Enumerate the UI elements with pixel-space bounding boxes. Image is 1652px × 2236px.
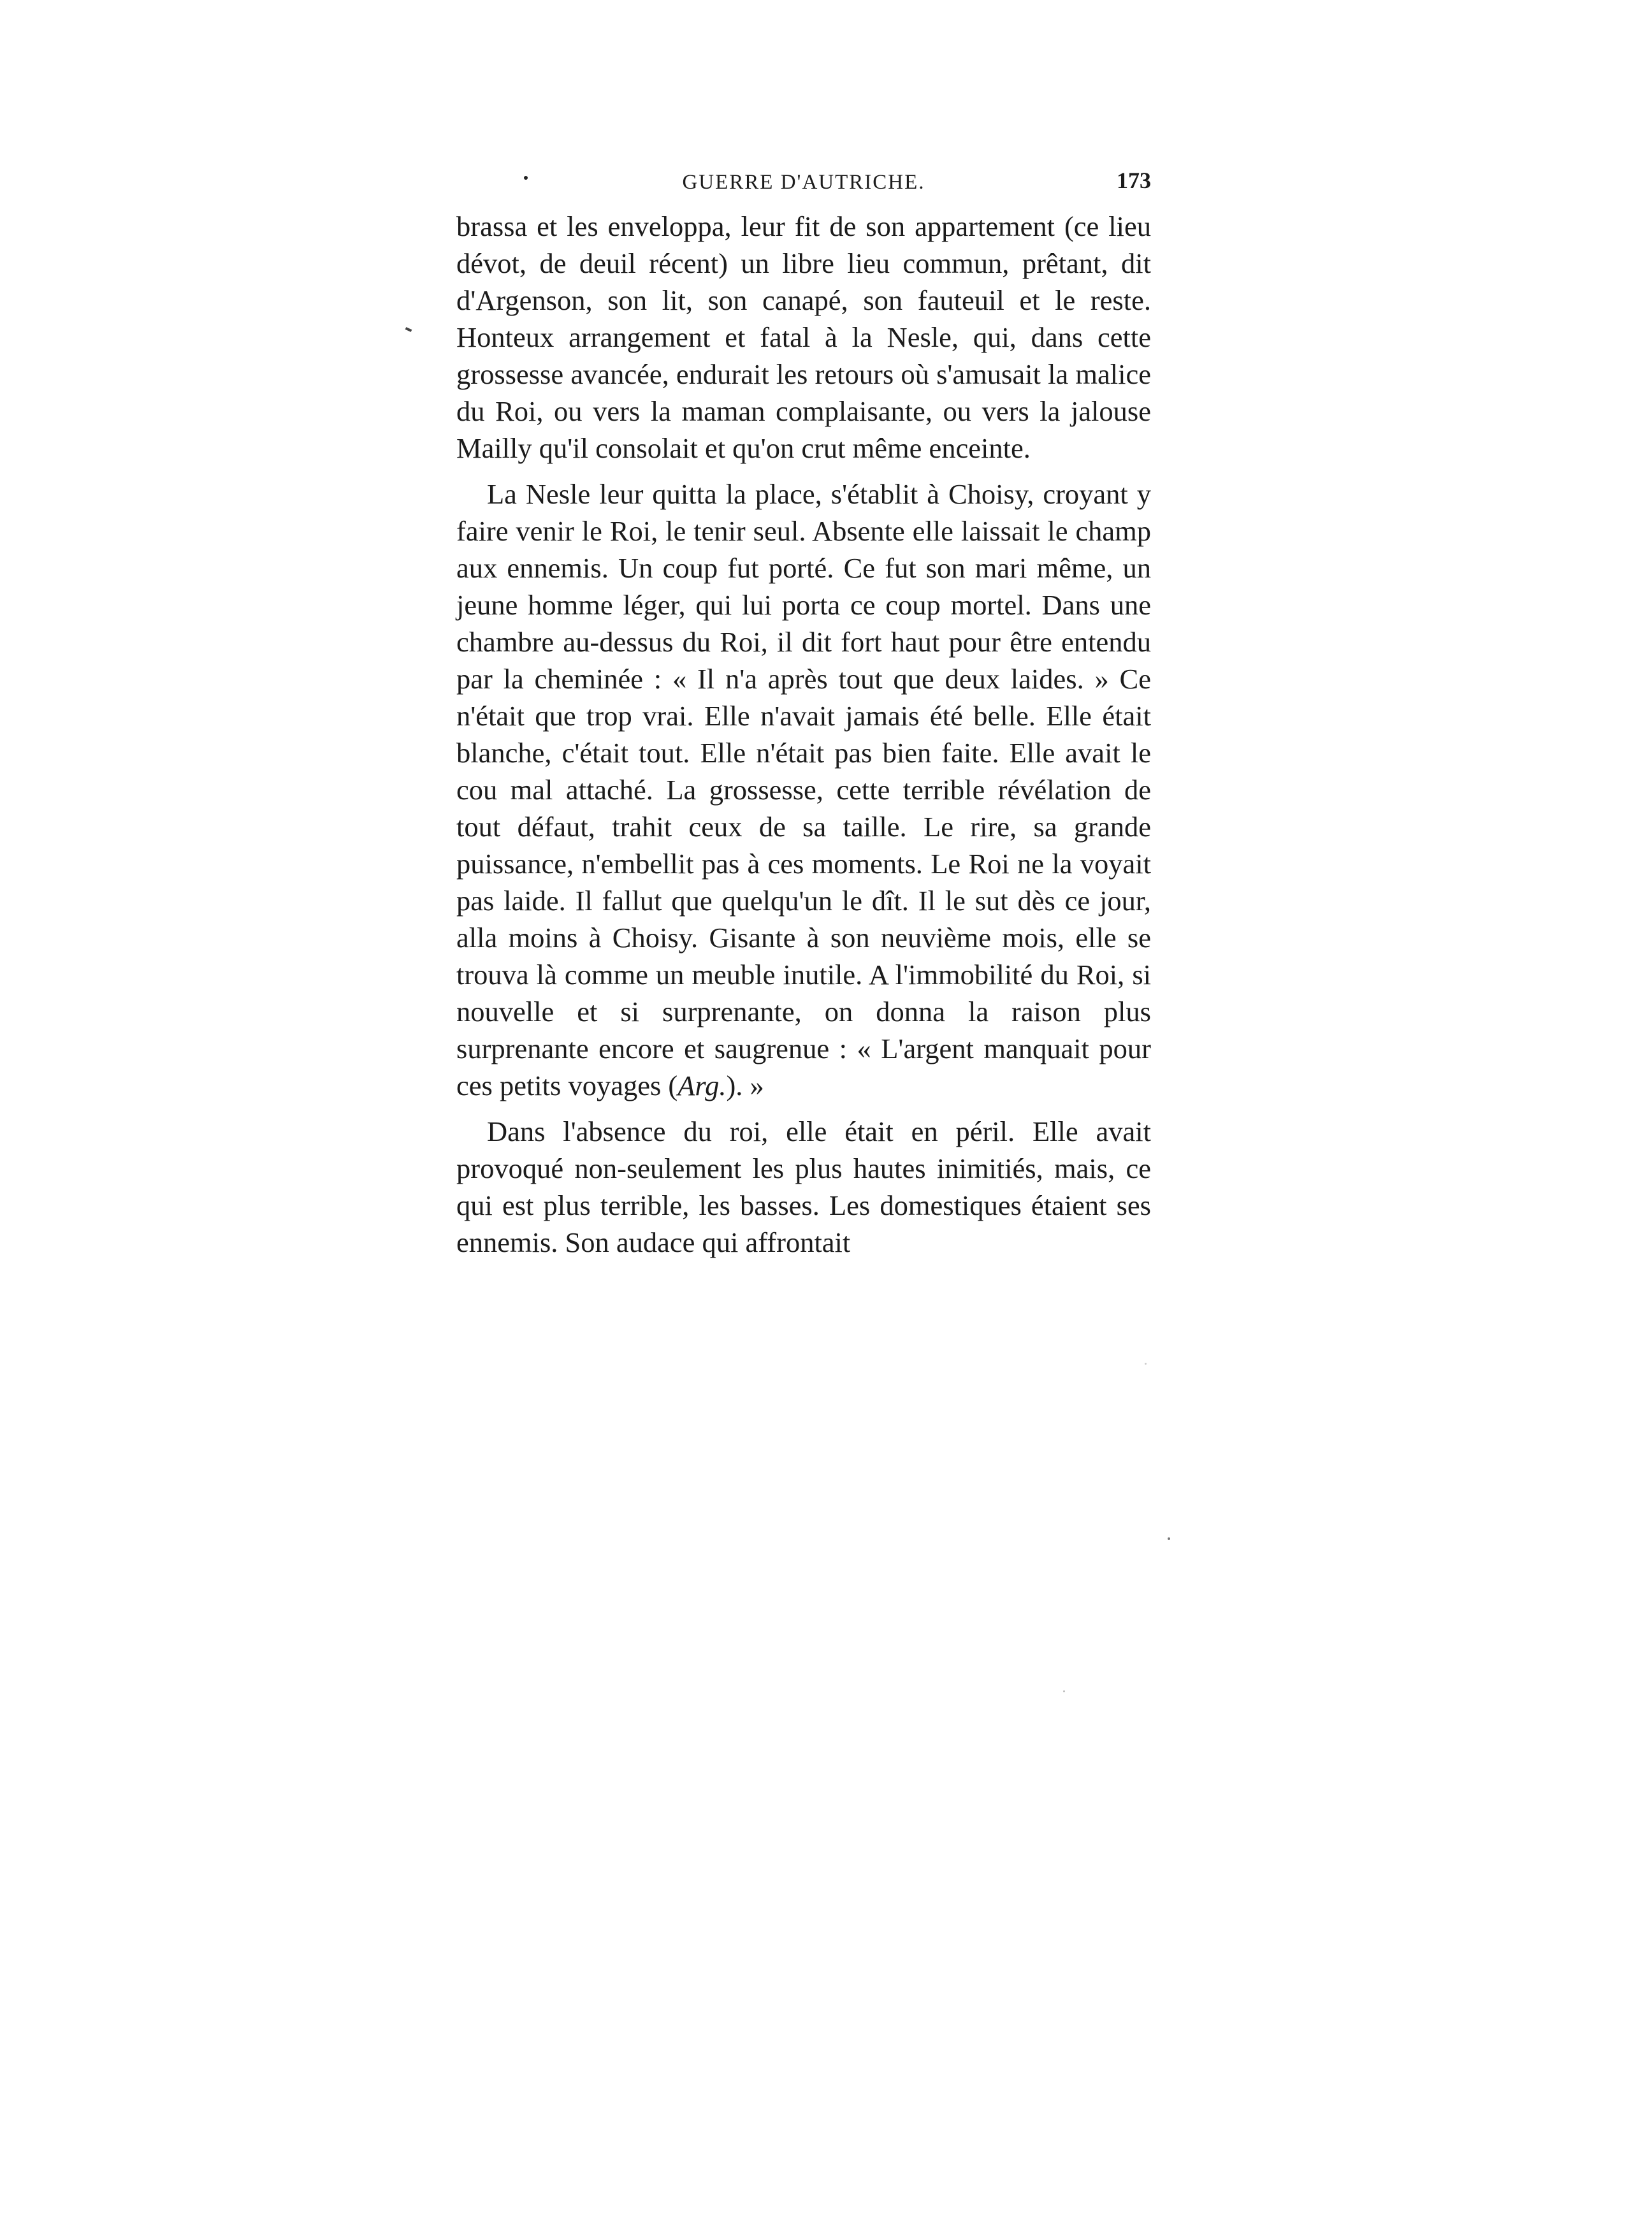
page-number: 173 <box>1117 168 1151 193</box>
paragraph-text-end: ). » <box>726 1070 764 1101</box>
body-text <box>456 208 1151 1261</box>
paper-speck <box>1063 1690 1065 1692</box>
running-header <box>456 167 1151 205</box>
citation-reference: Arg. <box>677 1070 727 1101</box>
running-title: GUERRE D'AUTRICHE. <box>682 171 925 194</box>
stray-ink-mark <box>405 327 412 332</box>
paragraph-text: La Nesle leur quitta la place, s'établit à Choisy, croyant y faire venir le Roi, le tenir seul. Absente elle laissait le champ aux ennemis. Un coup fut porté. Ce fut son mari même, un jeune homme léger, qui lui porta ce coup mortel. Dans une chambre au-dessus du Roi, il dit fort haut pour être entendu par la cheminée : « Il n'a après tout que deux laides. » Ce n'était que trop vrai. Elle n'avait jamais été belle. Elle était blanche, c'était tout. Elle n'était pas bien faite. Elle avait le cou mal attaché. La grossesse, cette terrible révélation de tout défaut, trahit ceux de sa taille. Le rire, sa grande puissance, n'embellit pas à ces moments. Le Roi ne la voyait pas laide. Il fallut que quelqu'un le dît. Il le sut dès ce jour, alla moins à Choisy. Gisante à son neuvième mois, elle se trouva là comme un meuble inutile. A l'immobilité du Roi, si nouvelle et si surprenante, on donna la raison plus surprenante encore et saugrenue : « L'argent manquait pour ces petits voyages ( <box>456 478 1151 1101</box>
paragraph: Dans l'absence du roi, elle était en péril. Elle avait provoqué non-seulement les plus hautes inimitiés, mais, ce qui est plus terrible, les basses. Les domestiques étaient ses ennemis. Son audace qui affrontait <box>456 1115 1151 1258</box>
paper-speck <box>1168 1537 1170 1540</box>
paragraph-continued: brassa et les enveloppa, leur fit de son appartement (ce lieu dévot, de deuil récent) un libre lieu commun, prêtant, dit d'Argenson, son lit, son canapé, son fauteuil et le reste. Honteux arrangement et fatal à la Nesle, qui, dans cette grossesse avancée, endurait les retours où s'amusait la malice du Roi, ou vers la maman complaisante, ou vers la jalouse Mailly qu'il consolait et qu'on crut même enceinte. <box>456 210 1151 464</box>
paragraph <box>456 476 1151 1104</box>
paper-speck <box>1145 1363 1147 1365</box>
